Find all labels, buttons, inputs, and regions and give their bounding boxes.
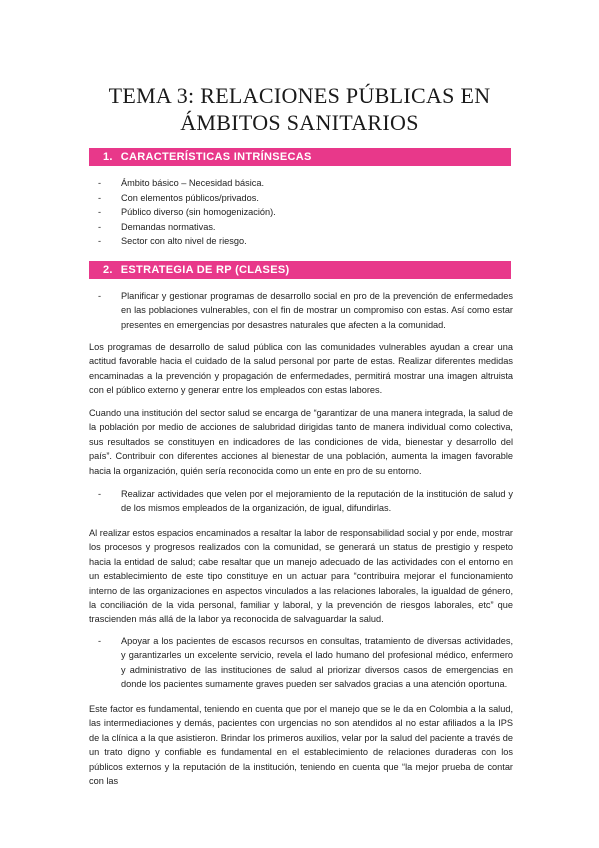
page-title — [60, 82, 539, 136]
bullet-text: Apoyar a los pacientes de escasos recursos en consultas, tratamiento de diversas actividades, y garantizarles un excelente servicio, revela el lado humano del profesional médico, enfermero y administrativo de las instituciones de salud al priorizar diversos casos de emergencias en donde los pacientes sumamente graves pueden ser salvados gracias a una atención oportuna. — [121, 636, 513, 690]
bullet-text: Planificar y gestionar programas de desarrollo social en pro de la prevención de enfermedades en las poblaciones vulnerables, con el fin de mostrar un compromiso con estas. Así como estar presentes en emergencias por desastres naturales que afecten a la comunidad. — [121, 291, 513, 330]
list-item: - Ámbito básico – Necesidad básica. — [89, 176, 519, 191]
title-line-1: TEMA 3: RELACIONES PÚBLICAS EN — [108, 83, 491, 108]
list-item: - Sector con alto nivel de riesgo. — [89, 234, 519, 249]
list-item: - Con elementos públicos/privados. — [89, 191, 519, 206]
bullet-paragraph-1 — [89, 289, 513, 332]
body-paragraph-3: Al realizar estos espacios encaminados a resaltar la labor de responsabilidad social y por ende, mostrar los procesos y progresos realizados con la comunidad, se generará un status de prestigio y respeto hacia la entidad de salud; cabe resaltar que un manejo adecuado de las actividades con el entorno en un establecimiento de este tipo constituye en un actuar para “contribuira mejorar el funcionamiento interno de las organizaciones en aspectos vinculados a las relaciones laborales, la igualdad de género, la conciliación de la vida personal, familiar y laboral, y la prevención de riesgos laborales, etc” que trascienden más allá de la labor ya reconocida de salvaguardar la salud. — [89, 528, 513, 625]
section-2-title: ESTRATEGIA DE RP (CLASES) — [120, 264, 290, 276]
section-2-heading — [89, 261, 511, 279]
characteristics-list — [89, 176, 519, 249]
section-2-number: 2. — [103, 264, 113, 276]
list-item: - Demandas normativas. — [89, 220, 519, 235]
bullet-dash: - — [98, 489, 102, 499]
section-1-number: 1. — [103, 151, 113, 163]
section-1-heading — [89, 148, 511, 166]
bullet-paragraph-3 — [89, 634, 513, 692]
body-paragraph-1: Los programas de desarrollo de salud pública con las comunidades vulnerables ayudan a crear una actitud favorable hacia el cuidado de la salud personal por parte de estas. Realizar diferentes medidas encaminadas a la prevención y propagación de enfermedades, permitirá mostrar una imagen altruista con el público externo y generar entre los empleados con estas labores. — [89, 342, 513, 396]
bullet-dash: - — [98, 636, 102, 646]
body-paragraph-4: Este factor es fundamental, teniendo en cuenta que por el manejo que se le da en Colombia a la salud, las intermediaciones y demás, pacientes con urgencias no son atendidos al no estar afiliados a la IPS de la clínica a la que asistieron. Brindar los primeros auxilios, velar por la salud del paciente a través de un trato digno y confiable es fundamental en el establecimiento de relaciones duraderas con los públicos externos y la reputación de la institución, teniendo en cuenta que “la mejor prueba de contar con las — [89, 704, 513, 787]
bullet-text: Realizar actividades que velen por el mejoramiento de la reputación de la institución de salud y de los mismos empleados de la organización, de igual, difundirlas. — [121, 489, 513, 514]
bullet-paragraph-2 — [89, 487, 513, 516]
bullet-dash: - — [98, 291, 102, 301]
title-line-2: ÁMBITOS SANITARIOS — [180, 110, 419, 135]
body-paragraph-2: Cuando una institución del sector salud se encarga de “garantizar de una manera integrada, la salud de la población por medio de acciones de salubridad dirigidas tanto de manera individual como colectiva, sus resultados se constituyen en indicadores de las condiciones de vida, bienestar y desarrollo del país”. Contribuir con diferentes acciones al bienestar de una población, aumenta la imagen favorable hacia la organización, quién sería reconocida como un ente en pro de su entorno. — [89, 408, 513, 476]
list-item: - Público diverso (sin homogenización). — [89, 205, 519, 220]
section-1-title: CARACTERÍSTICAS INTRÍNSECAS — [120, 151, 312, 163]
